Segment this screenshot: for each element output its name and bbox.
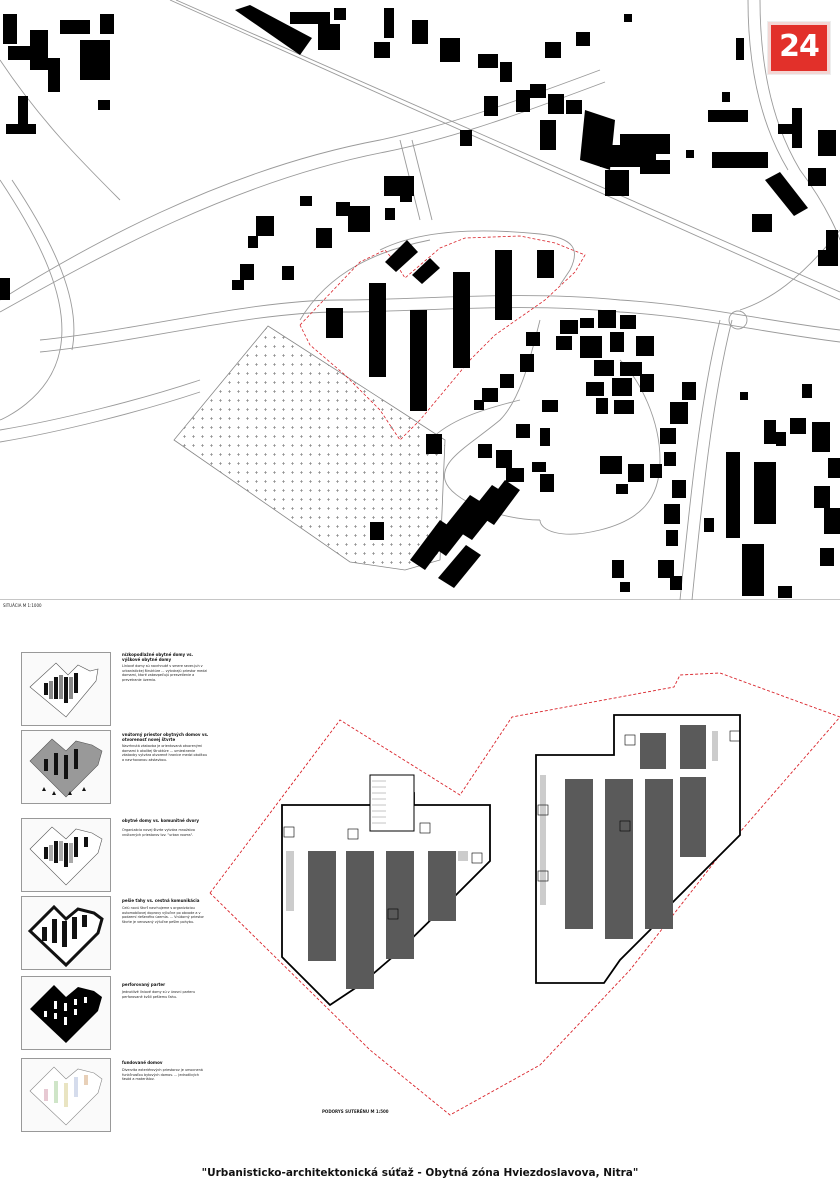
concept-diagram-6 — [21, 1058, 111, 1132]
step-6-text: Diverzita exteriérových priestorov je umocnená funkčnosťou bytových domov. ... jednotlivých fasád a materiálov. — [122, 1068, 203, 1082]
concept-diagram-3 — [21, 818, 111, 892]
step-3-text: Organizácia novej štvrte vytvára množstvo vnútorných priestorov tzv. "urban rooms". — [122, 828, 195, 837]
site-logo[interactable] — [768, 22, 830, 74]
basement-floor-plan — [200, 665, 840, 1125]
concept-diagram-2 — [21, 730, 111, 804]
concept-diagram-5 — [21, 976, 111, 1050]
west-garage — [282, 775, 490, 1005]
step-1-title: nízkopodlažné obytné domy vs. výškové obytné domy — [122, 652, 194, 662]
step-5-text: Jednotlivé líniové domy sú v úrovni parteru perforované kvôli pešiemu ťahu. — [122, 990, 196, 999]
step-5-title: perforovaný parter — [122, 982, 166, 987]
step-4-text: Celú novú štvrť navrhujeme s organizáciou automobilovej dopravy výlučne po obvode a v podzemí riešeného územia. ... Vnútorný priestor štvrte je venovaný výlučne peším pohybu. — [122, 906, 204, 924]
step-4-title: pešie ťahy vs. cestná komunikácia — [122, 898, 200, 903]
step-1-text: Líniové domy sú navrhnuté v smere sever-juh v urbanistickej štruktúre ... vytvárajú priestor medzi domami, ktoré zabezpečujú presvetlenie a prevetranie územia. — [122, 664, 208, 682]
east-garage — [536, 715, 740, 983]
poster-caption: "Urbanisticko-architektonická súťaž - Obytná zóna Hviezdoslavova, Nitra" — [201, 1167, 639, 1179]
site-plan-label: SITUÁCIA M 1:1000 — [3, 603, 42, 608]
step-2-title: vnútorný priestor obytných domov vs. otvorenosť novej štvrte — [122, 732, 209, 742]
step-3-title: obytné domy vs. komunitné dvory — [122, 818, 199, 823]
step-2-text: Navrhnutá zástavba je orientovaná otvorenými domami k okolitej štruktúre ... umiestnenie zástavby vytvára otvorené hranice medzi okolitou a navrhovanou zástavbou. — [122, 744, 207, 762]
step-6-title: fundované domov — [122, 1060, 163, 1065]
floor-plan-label: PODORYS SUTERÉNU M 1:500 — [322, 1109, 389, 1114]
concept-diagram-1 — [21, 652, 111, 726]
concept-diagram-4 — [21, 896, 111, 970]
logo-text: 24 — [779, 29, 819, 64]
